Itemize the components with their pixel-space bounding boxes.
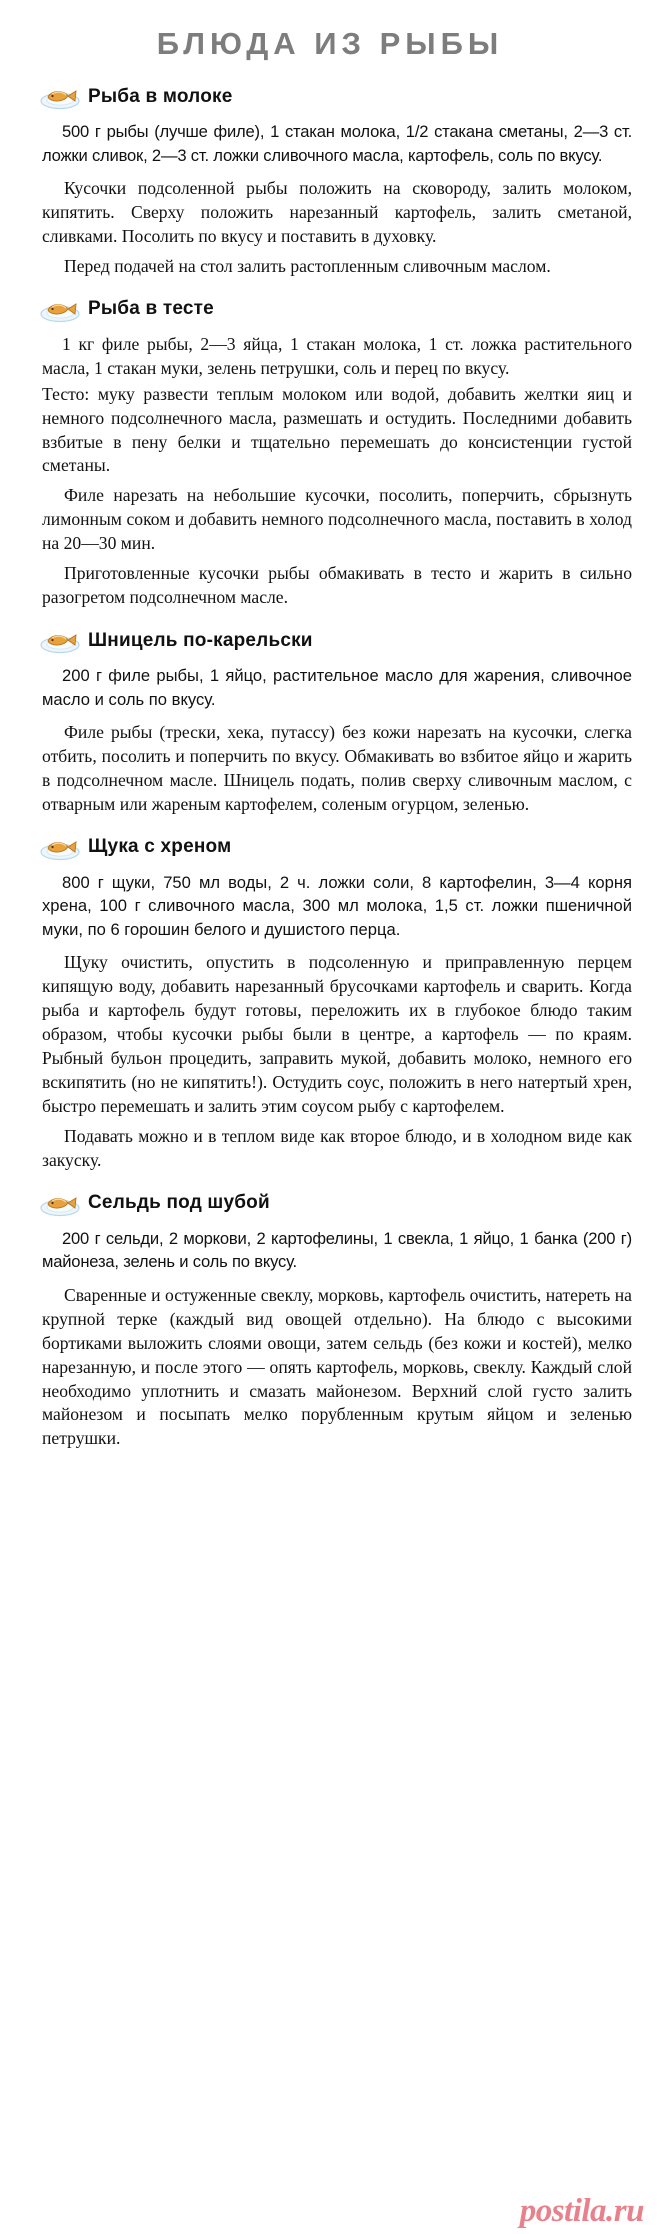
recipe-step: Перед подачей на стол залить растопленным сливочным маслом. — [64, 255, 551, 276]
recipe-header — [38, 835, 636, 861]
postila-watermark: postila.ru — [519, 2193, 644, 2229]
recipe-header — [38, 297, 636, 323]
recipe-title: Сельдь под шубой — [88, 1192, 270, 1214]
recipe-step: Подавать можно и в теплом виде как второе блюдо, и в холодном виде как закуску. — [42, 1125, 632, 1170]
recipe-step: Филе рыбы (трески, хека, путассу) без кожи нарезать на кусочки, слегка отбить, посолить и поперчить по вкусу. Обмакивать во взбитое яйцо и жарить в подсолнечном масле. Шницель подать, полив сверху сливочным маслом, с отварным или жареным картофелем, соленым огурцом, зеленью. — [42, 722, 632, 814]
recipe-ingredients: 200 г сельди, 2 моркови, 2 картофелины, 1 свекла, 1 яйцо, 1 банка (200 г) майонеза, зелень и соль по вкусу. — [42, 1228, 632, 1272]
recipe-ingredients: 800 г щуки, 750 мл воды, 2 ч. ложки соли, 8 картофелин, 3—4 корня хрена, 100 г сливочного масла, 300 мл молока, 1,5 ст. ложки пшеничной муки, по 6 горошин белого и душистого перца. — [42, 872, 632, 939]
page-title: БЛЮДА ИЗ РЫБЫ — [156, 26, 504, 61]
section-spacer — [0, 821, 660, 835]
recipe-header — [38, 1191, 636, 1217]
recipe-ingredients: 1 кг филе рыбы, 2—3 яйца, 1 стакан молока, 1 ст. ложка растительного масла, 1 стакан муки, зелень петрушки, соль и перец по вкусу. — [42, 333, 632, 378]
recipe-ingredients: 200 г филе рыбы, 1 яйцо, растительное масло для жарения, сливочное масло и соль по вкусу. — [42, 665, 632, 709]
recipe-section — [0, 628, 660, 817]
fish-on-plate-icon — [38, 1191, 82, 1217]
recipe-section — [0, 297, 660, 610]
fish-on-plate-icon — [38, 297, 82, 323]
recipe-section — [0, 1191, 660, 1452]
recipe-ingredients: 500 г рыбы (лучше филе), 1 стакан молока, 1/2 стакана сметаны, 2—3 ст. ложки сливок, 2—3 ст. ложки сливочного масла, картофель, соль по вкусу. — [42, 122, 632, 165]
recipe-title: Рыба в молоке — [88, 85, 233, 107]
recipe-title: Рыба в тесте — [88, 298, 214, 320]
recipe-title: Шницель по-карельски — [88, 629, 313, 651]
recipe-step: Приготовленные кусочки рыбы обмакивать в тесто и жарить в сильно разогретом подсолнечном масле. — [42, 563, 632, 608]
recipe-section — [0, 84, 660, 279]
recipe-step: Сваренные и остуженные свеклу, морковь, картофель очистить, натереть на крупной терке (каждый вид овощей отдельно). На блюдо с высокими бортиками выложить слоями овощи, затем сельдь (без кожи и костей), мелко нарезанную, и после этого — опять картофель, морковь, свеклу. Каждый слой необходимо уплотнить и смазать майонезом. Верхний слой густо залить майонезом и посыпать мелко порубленным крутым яйцом и зеленью петрушки. — [42, 1284, 632, 1449]
fish-on-plate-icon — [38, 628, 82, 654]
section-spacer — [0, 283, 660, 297]
section-spacer — [0, 1177, 660, 1191]
fish-on-plate-icon — [38, 84, 82, 110]
fish-on-plate-icon — [38, 835, 82, 861]
recipe-header — [38, 84, 636, 110]
recipe-header — [38, 628, 636, 654]
recipe-step: Кусочки подсоленной рыбы положить на сковороду, залить молоком, кипятить. Сверху положить нарезанный картофель, залить сметаной, сливками. Посолить по вкусу и поставить в духовку. — [42, 178, 632, 246]
recipe-step: Филе нарезать на небольшие кусочки, посолить, поперчить, сбрызнуть лимонным соком и добавить немного подсолнечного масла, поставить в холод на 20—30 мин. — [42, 485, 632, 554]
recipe-step: Щуку очистить, опустить в подсоленную и приправленную перцем кипящую воду, добавить нарезанный брусочками картофель и сварить. Когда рыба и картофель будут готовы, переложить их в глубокое блюдо таким образом, чтобы кусочки рыбы были в центре, а картофель — по краям. Рыбный бульон процедить, заправить мукой, добавить молоко, немного его вскипятить (но не кипятить!). Остудить соус, положить в него натертый хрен, быстро перемешать и залить этим соусом рыбу с картофелем. — [42, 952, 632, 1116]
recipe-section — [0, 835, 660, 1173]
section-spacer — [0, 614, 660, 628]
recipe-step: Тесто: муку развести теплым молоком или водой, добавить желтки яиц и немного подсолнечного масла, размешать и остудить. Последними добавить взбитые в пену белки и тщательно перемешать до консистенции густой сметаны. — [42, 383, 632, 476]
recipe-title: Щука с хреном — [88, 836, 232, 858]
